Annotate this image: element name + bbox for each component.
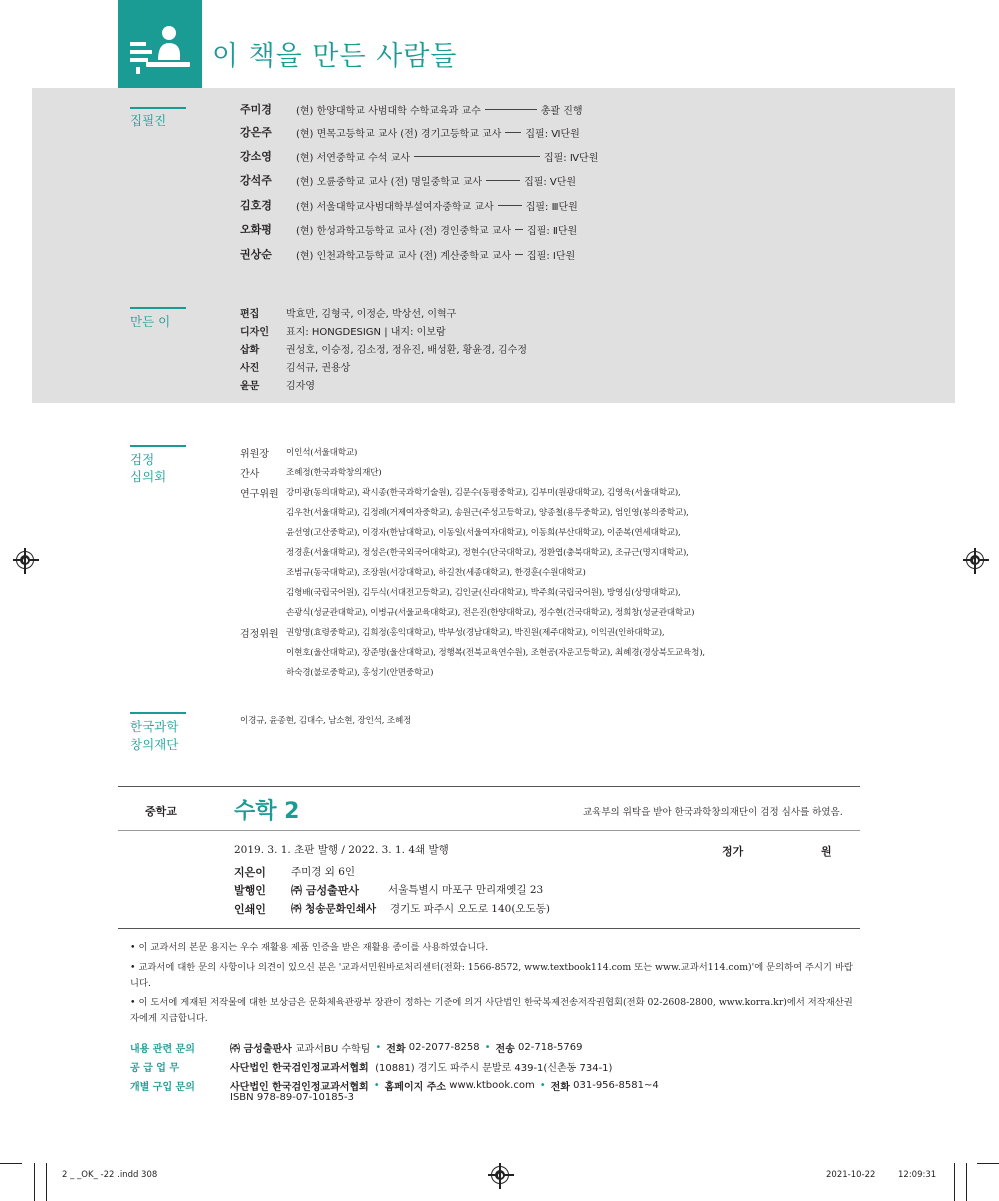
maker-names: 김자영 (286, 380, 315, 392)
publisher-name: ㈜ 금성출판사 (291, 884, 359, 897)
chair-role: 위원장 (240, 449, 269, 460)
author-row (240, 194, 578, 216)
registration-mark-icon (16, 551, 34, 569)
author-name: 강석주 (240, 174, 272, 187)
publication-dates: 2019. 3. 1. 초판 발행 / 2022. 3. 1. 4쇄 발행 (234, 844, 449, 856)
person-at-desk-icon (118, 0, 202, 88)
author-desc: (현) 한양대학교 사범대학 수학교육과 교수 (296, 105, 481, 117)
note-item: • 이 도서에 게재된 저작물에 대한 보상금은 문화체육관광부 장관이 정하는 기준에 의거 사단법인 한국복제전송저작권협회(전화 02-2608-2800, www.korra.kr)에서 저작재산권자에게 지급합니다. (130, 997, 853, 1024)
authors-label: 집필진 (130, 113, 167, 128)
contact-org: ㈜ 금성출판사 (230, 1043, 292, 1055)
contact-label: 공 급 업 무 (130, 1062, 180, 1074)
research-line: 조범규(동국대학교), 조장원(서강대학교), 하길찬(세종대학교), 한경훈(수원대학교) (286, 568, 586, 578)
review-rule (130, 445, 186, 447)
contact-detail: (10881) 경기도 파주시 문발로 439-1(신촌동 734-1) (375, 1062, 613, 1074)
author-name: 김호경 (240, 199, 272, 212)
book-title: 수학 2 (234, 799, 300, 824)
maker-role: 사진 (240, 362, 260, 374)
author-role: 집필: Ⅱ단원 (527, 225, 578, 237)
secretary-role: 간사 (240, 469, 260, 480)
crop-mark (954, 1163, 955, 1201)
school-level: 중학교 (145, 805, 177, 818)
exam-line: 하숙경(불로중학교), 홍성기(안면중학교) (286, 668, 434, 678)
research-line: 김우찬(서울대학교), 김정례(거제여자중학교), 송원근(주성고등학교), 양종철(용두중학교), 엄인영(봉의중학교), (286, 508, 689, 518)
leader-line (515, 229, 523, 230)
crop-mark (977, 1163, 999, 1164)
leader-line (414, 156, 540, 157)
foundation-names: 이경규, 윤종현, 김대수, 남소현, 장인석, 조혜정 (240, 716, 412, 726)
author-role: 집필: Ⅰ단원 (527, 250, 576, 262)
contact-row: 내용 관련 문의 ㈜ 금성출판사 교과서BU 수학팀 • 전화 02-2077-8258 • 전송 02-718-5769 (130, 1041, 583, 1055)
leader-line (485, 109, 537, 110)
note-item: • 교과서에 대한 문의 사항이나 의견이 있으신 분은 '교과서민원바로처리센터(전화: 1566-8572, www.textbook114.com 또는 www.교과서114.com)'에 문의하여 주시기 바랍니다. (130, 962, 853, 989)
makers-rule (130, 307, 186, 309)
crop-mark (966, 1163, 967, 1201)
header-icon-box (118, 0, 202, 88)
maker-row (240, 321, 446, 340)
contact-row: 개별 구입 문의 사단법인 한국검인정교과서협회 • 홈페이지 주소 www.ktbook.com • 전화 031-956-8581~4 (130, 1079, 659, 1093)
maker-row (240, 375, 315, 394)
contact-row (130, 1056, 612, 1076)
home-label: 홈페이지 주소 (384, 1081, 447, 1093)
isbn: ISBN 978-89-07-10185-3 (230, 1092, 354, 1103)
maker-names: 박효만, 김형국, 이정순, 박상선, 이혁구 (286, 308, 457, 320)
registration-mark-icon (491, 1166, 509, 1184)
author-label: 지은이 (234, 866, 266, 879)
author-role: 총괄 진행 (540, 105, 583, 117)
fax-label: 전송 (495, 1043, 515, 1055)
author-desc: (현) 인천과학고등학교 교사 (전) 계산중학교 교사 (296, 250, 512, 262)
pub-rule-mid (118, 830, 860, 831)
author-row (240, 218, 577, 240)
publisher-address: 서울특별시 마포구 만리재옛길 23 (388, 884, 544, 896)
pub-rule-top (118, 786, 860, 787)
contact-home: www.ktbook.com (449, 1079, 535, 1091)
note-item: • 이 교과서의 본문 용지는 우수 재활용 제품 인증을 받은 재활용 종이를 사용하였습니다. (130, 942, 489, 953)
tel-label: 전화 (550, 1081, 570, 1093)
leader-line (515, 254, 523, 255)
author-value: 주미경 외 6인 (291, 866, 356, 878)
maker-row (240, 357, 350, 376)
maker-row (240, 339, 527, 358)
leader-line (486, 180, 520, 181)
price-unit: 원 (821, 845, 832, 858)
maker-names: 표지: HONGDESIGN | 내지: 이보람 (286, 326, 446, 338)
author-name: 강소영 (240, 150, 272, 163)
author-role: 집필: Ⅵ단원 (525, 128, 580, 140)
author-desc: (현) 서울대학교사범대학부설여자중학교 교사 (296, 201, 494, 213)
printer-label: 인쇄인 (234, 903, 266, 916)
contact-label: 개별 구입 문의 (130, 1081, 195, 1093)
maker-role: 편집 (240, 308, 260, 320)
secretary-name: 조혜정(한국과학창의재단) (286, 468, 382, 478)
footer-time: 12:09:31 (898, 1170, 937, 1180)
footer-filename: 2 _ _OK_ -22 .indd 308 (62, 1170, 158, 1180)
author-role: 집필: Ⅳ단원 (543, 152, 599, 164)
author-row (240, 145, 598, 167)
research-line: 윤선영(고산중학교), 이경자(한남대학교), 이동일(서울여자대학교), 이동희(부산대학교), 이준복(연세대학교), (286, 528, 681, 538)
page-title: 이 책을 만든 사람들 (212, 41, 458, 72)
maker-role: 디자인 (240, 326, 269, 338)
author-name: 주미경 (240, 103, 272, 116)
exam-line: 권항명(효령중학교), 김희정(홍익대학교), 박부성(경남대학교), 박진원(제주대학교), 이익권(인하대학교), (286, 628, 665, 638)
makers-label: 만든 이 (130, 314, 171, 329)
footer-date: 2021-10-22 (826, 1170, 876, 1180)
leader-line (498, 205, 522, 206)
contact-tel: 02-2077-8258 (408, 1041, 480, 1053)
exam-line: 이현호(울산대학교), 장준명(울산대학교), 정행복(전북교육연수원), 조현공(자운고등학교), 최혜경(경상북도교육청), (286, 648, 705, 658)
maker-names: 김석규, 권용상 (286, 362, 351, 374)
author-name: 강은주 (240, 126, 272, 139)
leader-line (505, 132, 521, 133)
author-desc: (현) 면목고등학교 교사 (전) 경기고등학교 교사 (296, 128, 502, 140)
foundation-rule (130, 712, 186, 714)
author-name: 오화평 (240, 223, 272, 236)
foundation-label: 창의재단 (130, 737, 179, 752)
crop-mark (34, 1163, 35, 1201)
research-line: 손광식(성균관대학교), 이병규(서울교육대학교), 전은진(한양대학교), 정수현(건국대학교), 정희창(성균관대학교) (286, 608, 695, 618)
note-text: 교과서에 대한 문의 사항이나 의견이 있으신 분은 '교과서민원바로처리센터(전화: 1566-8572, www.textbook114.com 또는 www.교과서114.com)'에 문의하여 주시기 바랍니다. (130, 962, 853, 989)
author-name: 권상순 (240, 248, 272, 261)
author-desc: (현) 서연중학교 수석 교사 (296, 152, 410, 164)
crop-mark (0, 1163, 22, 1164)
review-label: 검정 (130, 452, 155, 467)
author-row (240, 121, 580, 143)
research-line: 강미광(동의대학교), 곽시종(한국과학기술원), 김문수(동평중학교), 김부미(원광대학교), 김영욱(서울대학교), (286, 488, 681, 498)
contact-org: 사단법인 한국검인정교과서협회 (230, 1062, 369, 1074)
maker-role: 윤문 (240, 380, 260, 392)
printer-name: ㈜ 청송문화인쇄사 (291, 903, 377, 915)
printer-address: 경기도 파주시 오도로 140(오도동) (390, 903, 550, 915)
registration-mark-icon (966, 551, 984, 569)
author-role: 집필: Ⅴ단원 (524, 176, 577, 188)
price-label: 정가 (722, 845, 744, 858)
research-line: 정경훈(서울대학교), 정성은(한국외국어대학교), 정현수(단국대학교), 정환엽(충북대학교), 조규근(명지대학교), (286, 548, 689, 558)
note-text: 이 도서에 게재된 저작물에 대한 보상금은 문화체육관광부 장관이 정하는 기준에 의거 사단법인 한국복제전송저작권협회(전화 02-2608-2800, www.korra.kr)에서 저작재산권자에게 지급합니다. (130, 997, 853, 1024)
note-text: 이 교과서의 본문 용지는 우수 재활용 제품 인증을 받은 재활용 종이를 사용하였습니다. (138, 942, 489, 953)
author-row (240, 98, 583, 120)
contact-detail: 교과서BU 수학팀 (294, 1043, 371, 1055)
maker-role: 삽화 (240, 344, 260, 356)
exam-role: 검정위원 (240, 629, 279, 640)
crop-mark (46, 1163, 47, 1201)
contact-org: 사단법인 한국검인정교과서협회 (230, 1081, 369, 1093)
author-desc: (현) 오륜중학교 교사 (전) 명일중학교 교사 (296, 176, 483, 188)
author-row (240, 243, 575, 265)
foundation-label: 한국과학 (130, 719, 179, 734)
tel-label: 전화 (386, 1043, 406, 1055)
author-row (240, 169, 576, 191)
contact-fax: 02-718-5769 (518, 1041, 583, 1053)
maker-row (240, 303, 456, 322)
commission-note: 교육부의 위탁을 받아 한국과학창의재단이 검정 심사를 하였음. (583, 807, 843, 818)
author-desc: (현) 한성과학고등학교 교사 (전) 경인중학교 교사 (296, 225, 512, 237)
research-line: 김형배(국립국어원), 김두식(서대전고등학교), 김인균(신라대학교), 박주희(국립국어원), 방영심(상명대학교), (286, 588, 681, 598)
maker-names: 권성호, 이승정, 김소정, 정유진, 배성환, 황윤경, 김수정 (286, 344, 528, 356)
publisher-label: 발행인 (234, 884, 266, 897)
research-role: 연구위원 (240, 489, 279, 500)
review-label: 심의회 (130, 469, 167, 484)
pub-rule-bottom (118, 928, 860, 929)
contact-tel: 031-956-8581~4 (573, 1079, 659, 1091)
chair-name: 이인석(서울대학교) (286, 448, 358, 458)
author-role: 집필: Ⅲ단원 (525, 201, 578, 213)
authors-rule (130, 107, 186, 109)
contact-label: 내용 관련 문의 (130, 1043, 195, 1055)
